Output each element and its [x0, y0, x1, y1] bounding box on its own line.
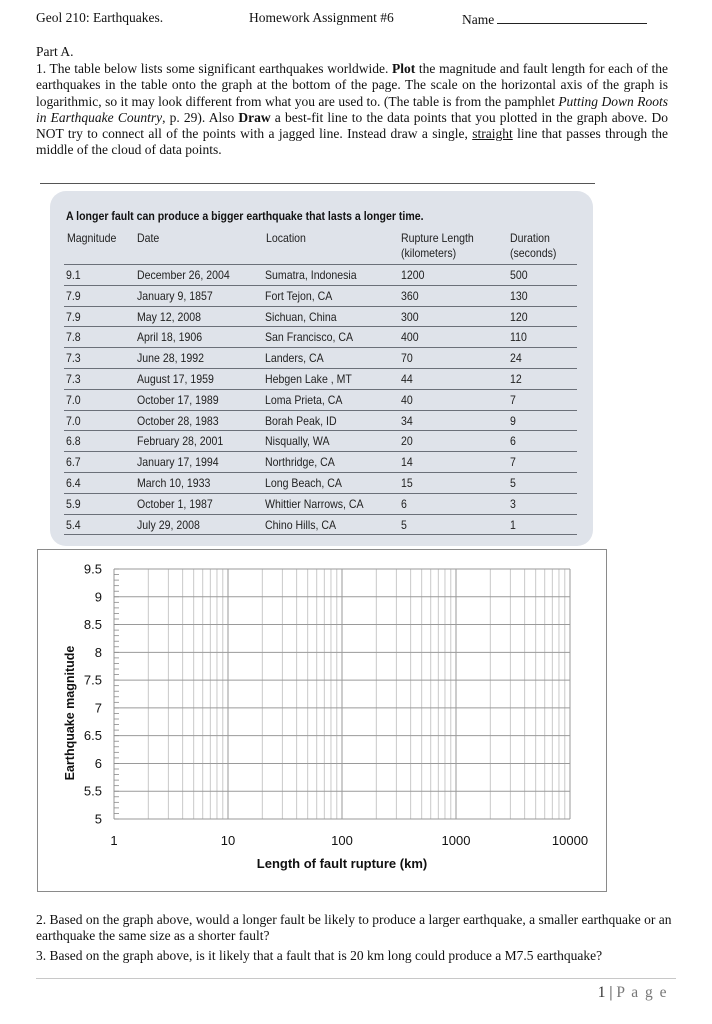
table-row: [64, 306, 577, 327]
x-tick-label: 100: [331, 833, 353, 848]
y-tick-label: 6.5: [83, 728, 102, 744]
cell-location: Sumatra, Indonesia: [265, 268, 357, 282]
cell-date: October 1, 1987: [137, 496, 213, 511]
x-axis-ticks: [110, 833, 588, 848]
cell-date: February 28, 2001: [137, 434, 224, 449]
table-row: [64, 472, 577, 493]
col-header-duration: Duration (seconds): [510, 231, 557, 260]
cell-duration: 7: [510, 455, 516, 470]
cell-magnitude: 7.0: [66, 392, 81, 407]
table-row: [64, 514, 577, 536]
cell-location: Long Beach, CA: [265, 475, 342, 490]
y-tick-label: 9.5: [83, 561, 102, 577]
y-tick-label: 9: [94, 589, 102, 605]
cell-date: May 12, 2008: [137, 309, 201, 324]
cell-duration: 24: [510, 351, 522, 366]
cell-magnitude: 9.1: [66, 268, 81, 282]
cell-duration: 7: [510, 392, 516, 407]
cell-location: Hebgen Lake , MT: [265, 371, 352, 386]
name-blank-line[interactable]: [497, 10, 647, 24]
x-tick-label: 10000: [551, 833, 589, 848]
cell-rupture-length: 34: [401, 413, 413, 428]
cell-rupture-length: 1200: [401, 268, 425, 282]
page-number-value: 1: [597, 984, 606, 1001]
y-tick-label: 5.5: [83, 783, 102, 799]
chart-grid: [114, 569, 570, 819]
cell-date: July 29, 2008: [137, 517, 200, 532]
cell-location: Loma Prieta, CA: [265, 392, 343, 407]
y-tick-label: 8: [94, 644, 102, 660]
table-row: [64, 430, 577, 451]
cell-rupture-length: 5: [401, 517, 407, 532]
cell-location: San Francisco, CA: [265, 330, 354, 345]
x-tick-label: 1: [110, 833, 118, 848]
name-label: Name: [462, 12, 495, 27]
cell-magnitude: 7.8: [66, 330, 81, 345]
footer-divider: [36, 978, 676, 979]
cell-date: January 17, 1994: [137, 455, 219, 470]
cell-rupture-length: 360: [401, 288, 419, 303]
cell-duration: 110: [510, 330, 527, 345]
page-number: [598, 984, 668, 1002]
cell-magnitude: 7.9: [66, 309, 81, 324]
table-row: [64, 451, 577, 472]
cell-rupture-length: 400: [401, 330, 419, 345]
cell-date: January 9, 1857: [137, 288, 213, 303]
cell-rupture-length: 40: [401, 392, 413, 407]
cell-magnitude: 6.7: [66, 455, 81, 470]
cell-rupture-length: 70: [401, 351, 413, 366]
course-title: Geol 210: Earthquakes.: [36, 10, 164, 25]
y-tick-label: 6: [94, 755, 102, 771]
earthquake-table: [64, 264, 577, 535]
y-axis-label: Earthquake magnitude: [63, 645, 77, 781]
table-row: [64, 285, 577, 306]
cell-location: Northridge, CA: [265, 455, 335, 470]
cell-rupture-length: 300: [401, 309, 419, 324]
y-axis-ticks: [84, 562, 102, 827]
table-title: A longer fault can produce a bigger earthquake that lasts a longer time.: [66, 209, 424, 223]
y-tick-label: 5: [94, 811, 102, 827]
y-tick-label: 8.5: [83, 617, 102, 633]
table-row: [64, 368, 577, 389]
cell-rupture-length: 20: [401, 434, 413, 449]
table-row: [64, 326, 577, 347]
page-number-separator: |: [609, 984, 613, 1001]
cell-magnitude: 5.4: [66, 517, 81, 532]
question-1-text: 1. The table below lists some significant earthquakes worldwide. Plot the magnitude and fault length for each of the earthquakes in the table onto the graph at the bottom of the page. The scale on the horizontal axis of the graph is logarithmic, so it may look different from what you are used to. (The table is from the pamphlet Putting Down Roots in Earthquake Country, p. 29). Also Draw a best-fit line to the data points that you plotted in the graph above. Do NOT try to connect all of the points with a jagged line. Instead draw a single, straight line that passes through the middle of the cloud of data points.: [36, 61, 668, 158]
col-header-date: Date: [137, 231, 160, 245]
cell-date: October 28, 1983: [137, 413, 219, 428]
x-axis-label: Length of fault rupture (km): [256, 856, 428, 871]
cell-rupture-length: 14: [401, 455, 413, 470]
part-a-label: Part A.: [36, 44, 74, 59]
cell-rupture-length: 6: [401, 496, 407, 511]
table-row: [64, 347, 577, 368]
cell-magnitude: 6.4: [66, 475, 81, 490]
y-tick-label: 7.5: [83, 672, 102, 688]
cell-magnitude: 7.3: [66, 351, 81, 366]
cell-duration: 6: [510, 434, 516, 449]
cell-duration: 3: [510, 496, 516, 511]
cell-duration: 9: [510, 413, 516, 428]
cell-rupture-length: 44: [401, 371, 413, 386]
cell-magnitude: 7.9: [66, 288, 81, 303]
y-tick-label: 7: [94, 700, 102, 716]
x-tick-label: 1000: [441, 833, 471, 848]
cell-duration: 500: [510, 268, 528, 282]
question-2-text: 2. Based on the graph above, would a longer fault be likely to produce a larger earthquake, a smaller earthquake or an earthquake the same size as a shorter fault?: [36, 912, 672, 943]
cell-date: March 10, 1933: [137, 475, 211, 490]
cell-date: June 28, 1992: [137, 351, 204, 366]
cell-location: Borah Peak, ID: [265, 413, 337, 428]
cell-duration: 12: [510, 371, 522, 386]
divider-line: [40, 183, 595, 184]
cell-location: Sichuan, China: [265, 309, 337, 324]
cell-date: December 26, 2004: [137, 268, 230, 282]
cell-duration: 120: [510, 309, 528, 324]
cell-rupture-length: 15: [401, 475, 413, 490]
magnitude-vs-length-chart[interactable]: [37, 549, 607, 892]
cell-location: Chino Hills, CA: [265, 517, 337, 532]
assignment-title: Homework Assignment #6: [249, 10, 394, 25]
cell-date: August 17, 1959: [137, 371, 214, 386]
cell-magnitude: 6.8: [66, 434, 81, 449]
table-row: [64, 264, 577, 285]
cell-location: Nisqually, WA: [265, 434, 330, 449]
cell-magnitude: 7.0: [66, 413, 81, 428]
table-row: [64, 389, 577, 410]
col-header-magnitude: Magnitude: [67, 231, 117, 245]
table-row: [64, 410, 577, 431]
col-header-location: Location: [266, 231, 306, 245]
cell-magnitude: 7.3: [66, 371, 81, 386]
page-word: P a g e: [616, 984, 668, 1001]
cell-magnitude: 5.9: [66, 496, 81, 511]
x-tick-label: 10: [220, 833, 236, 848]
col-header-rupture-length: Rupture Length (kilometers): [401, 231, 474, 260]
question-3-text: 3. Based on the graph above, is it likely that a fault that is 20 km long could produce a M7.5 earthquake?: [36, 948, 603, 963]
table-row: [64, 493, 577, 514]
cell-date: October 17, 1989: [137, 392, 219, 407]
cell-duration: 130: [510, 288, 528, 303]
cell-duration: 1: [510, 517, 516, 532]
cell-location: Whittier Narrows, CA: [265, 496, 364, 511]
cell-location: Landers, CA: [265, 351, 324, 366]
name-field[interactable]: [462, 10, 647, 28]
cell-date: April 18, 1906: [137, 330, 203, 345]
cell-duration: 5: [510, 475, 516, 490]
cell-location: Fort Tejon, CA: [265, 288, 333, 303]
